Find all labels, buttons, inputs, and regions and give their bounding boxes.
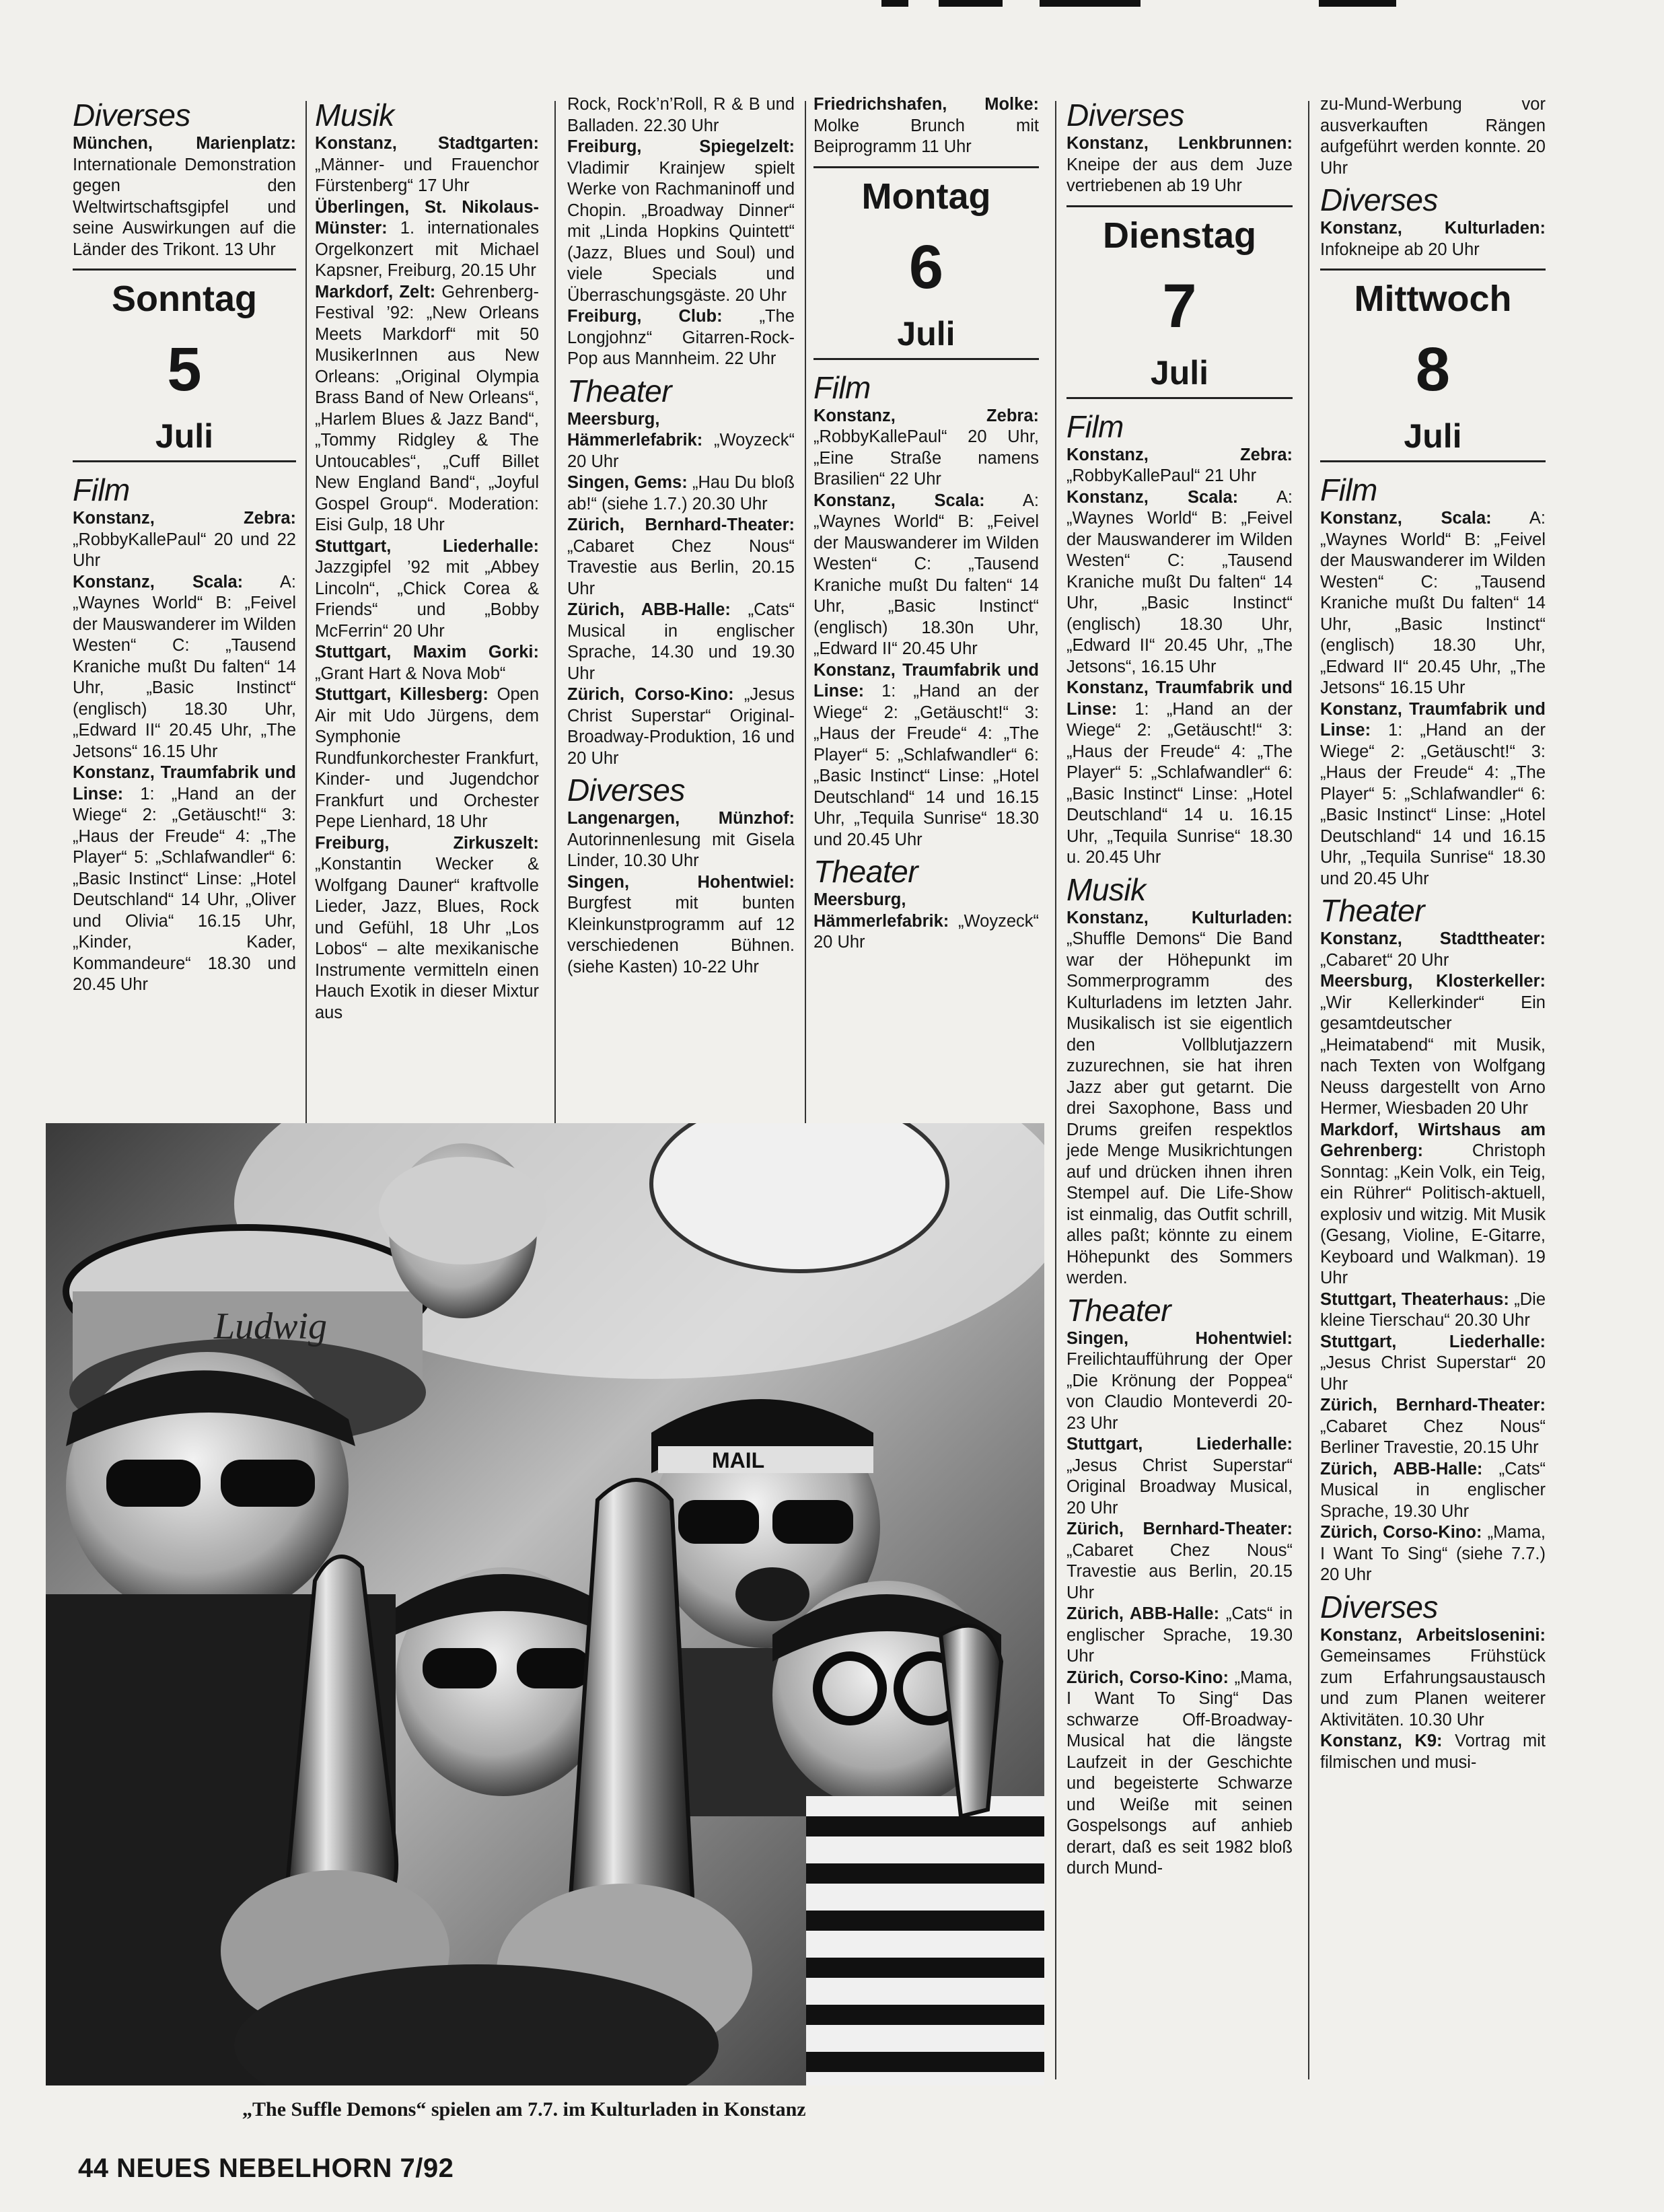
day-month: Juli	[155, 417, 214, 455]
listing-text: „Cabaret Chez Nous“ Berliner Travestie, 20.15 Uhr	[1320, 1417, 1546, 1457]
category-heading: Film	[73, 472, 130, 507]
listing-location: Konstanz, Zebra:	[73, 509, 296, 528]
listing-entry	[1320, 1289, 1546, 1332]
listing-location: Freiburg, Club:	[567, 307, 723, 326]
listing-text: „Jesus Christ Superstar“ Original Broadway Musical, 20 Uhr	[1066, 1456, 1293, 1518]
listing-entry	[1320, 929, 1546, 971]
listing-location: Markdorf, Wirtshaus am Gehrenberg:	[1320, 1120, 1546, 1160]
listing-entry	[315, 642, 539, 684]
listing-text: „Konstantin Wecker & Wolfgang Dauner“ kraftvolle Lieder, Jazz, Blues, Rock und Gefühl, 18 Uhr „Los Lobos“ – alte mexikanische Instrumente vermitteln einen Hauch Exotik in dieser Mixtur aus	[315, 855, 539, 1022]
column-6	[1320, 94, 1546, 1773]
listing-text: 1: „Hand an der Wiege“ 2: „Getäuscht!“ 3: „Haus der Freude“ 4: „The Player“ 5: „Schlafwandler“ 6: „Basic Instinct“ Linse: „Hotel Deutschland“ 14 und 16.15 Uhr, „Tequila Sunrise“ 18.30 und 20.45 Uhr	[1320, 721, 1546, 888]
listing-location: Konstanz, Scala:	[1066, 487, 1239, 507]
listing-text: Autorinnenlesung mit Gisela Linder, 10.30 Uhr	[567, 830, 795, 870]
listing-entry	[1066, 678, 1293, 869]
listing-location: Stuttgart, Maxim Gorki:	[315, 643, 539, 662]
listing-location: Konstanz, Scala:	[73, 572, 244, 592]
listing-location: München, Marienplatz:	[73, 134, 296, 153]
listing-text: Infokneipe ab 20 Uhr	[1320, 240, 1480, 259]
category-heading: Theater	[1320, 893, 1425, 928]
listing-location: Meersburg, Hämmerlefabrik:	[813, 890, 949, 931]
listing-entry	[1320, 94, 1546, 179]
day-rule-top	[73, 269, 296, 271]
listing-location: Stuttgart, Liederhalle:	[1320, 1332, 1546, 1351]
listing-location: Freiburg, Zirkuszelt:	[315, 833, 539, 853]
listing-entry	[315, 684, 539, 833]
category-heading: Diverses	[73, 98, 190, 133]
column-rule-1	[305, 101, 307, 1124]
category-heading: Diverses	[567, 773, 685, 808]
listing-location: Stuttgart, Killesberg:	[315, 685, 489, 704]
day-rule-bottom	[1320, 460, 1546, 462]
listing-entry	[1320, 699, 1546, 890]
listing-entry	[1066, 1328, 1293, 1435]
listing-location: Konstanz, Scala:	[813, 491, 985, 510]
day-name: Sonntag	[112, 279, 257, 319]
listing-entry	[813, 890, 1039, 954]
listing-location: Konstanz, Traumfabrik und Linse:	[73, 763, 296, 804]
listing-text: Jazzgipfel ’92 mit „Abbey Lincoln“, „Chick Corea & Friends“ und „Bobby McFerrin“ 20 Uhr	[315, 558, 539, 641]
listing-entry	[315, 833, 539, 1024]
listing-location: Langenargen, Münzhof:	[567, 809, 795, 828]
listing-entry	[73, 133, 296, 260]
listing-entry	[1066, 908, 1293, 1289]
listing-entry	[315, 536, 539, 643]
category-heading: Film	[1320, 472, 1377, 507]
listing-text: „Männer- und Frauenchor Fürstenberg“ 17 Uhr	[315, 155, 539, 195]
listing-text: „Cats“ in englischer Sprache, 19.30 Uhr	[1066, 1604, 1293, 1666]
category-heading: Diverses	[1066, 98, 1184, 133]
listing-entry	[1066, 1604, 1293, 1668]
listing-entry	[567, 306, 795, 370]
listing-location: Überlingen, St. Nikolaus-Münster:	[315, 197, 539, 238]
listing-entry	[813, 491, 1039, 660]
listing-text: „Grant Hart & Nova Mob“	[315, 664, 506, 683]
listing-text: zu-Mund-Werbung vor ausverkauften Rängen aufgeführt werden konnte. 20 Uhr	[1320, 95, 1546, 178]
listing-location: Konstanz, Traumfabrik und Linse:	[813, 660, 1039, 701]
column-2	[315, 94, 539, 1024]
day-rule-top	[1066, 205, 1293, 207]
listing-text: „Jesus Christ Superstar“ Original-Broadway-Produktion, 16 und 20 Uhr	[567, 685, 795, 768]
listing-entry	[813, 660, 1039, 851]
band-photo	[46, 1123, 1044, 2085]
category-heading: Theater	[567, 373, 672, 408]
listing-entry	[1066, 133, 1293, 197]
listing-entry	[813, 94, 1039, 158]
listing-location: Konstanz, Lenkbrunnen:	[1066, 134, 1293, 153]
listing-location: Stuttgart, Liederhalle:	[1066, 1435, 1293, 1454]
listing-text: A: „Waynes World“ B: „Feivel der Mauswanderer im Wilden Westen“ C: „Tausend Kraniche mußt Du falten“ 14 Uhr, „Basic Instinct“ (englisch) 18.30 Uhr, „Edward II“ 20.45 Uhr, „The Jetsons“ 16.15 Uhr	[73, 572, 296, 761]
listing-location: Zürich, ABB-Halle:	[567, 600, 731, 619]
top-logo-fragment-2	[939, 0, 1003, 7]
listing-location: Konstanz, Zebra:	[1066, 445, 1293, 464]
listing-location: Konstanz, K9:	[1320, 1732, 1443, 1750]
day-month: Juli	[897, 314, 955, 353]
listing-location: Zürich, ABB-Halle:	[1066, 1604, 1220, 1623]
listing-location: Zürich, Corso-Kino:	[1066, 1668, 1229, 1687]
listing-entry	[1320, 1625, 1546, 1732]
listing-location: Singen, Hohentwiel:	[1066, 1328, 1293, 1348]
listing-text: „Wir Kellerkinder“ Ein gesamtdeutscher „Heimatabend“ mit Musik, nach Texten von Wolfgang Neuss dargestellt von Arno Hermer, Wiesbaden 20 Uhr	[1320, 993, 1546, 1118]
listing-text: „Cats“ Musical in englischer Sprache, 14.30 und 19.30 Uhr	[567, 600, 795, 683]
listing-entry	[1320, 1522, 1546, 1586]
listing-entry	[1066, 445, 1293, 487]
listing-text: 1: „Hand an der Wiege“ 2: „Getäuscht!“ 3: „Haus der Freude“ 4: „The Player“ 5: „Schlafwandler“ 6: „Basic Instinct“ Linse: „Hotel Deutschland“ 14 Uhr, „Oliver und Olivia“ 16.15 Uhr, „Kinder, Kader, Kommandeure“ 18.30 und 20.45 Uhr	[73, 784, 296, 994]
listing-entry	[567, 808, 795, 872]
listing-entry	[1320, 1395, 1546, 1459]
day-name: Mittwoch	[1354, 279, 1512, 319]
day-name: Dienstag	[1102, 215, 1257, 256]
listing-location: Konstanz, Stadttheater:	[1320, 929, 1546, 948]
category-heading: Film	[1066, 408, 1124, 444]
listing-entry	[1320, 971, 1546, 1120]
listing-location: Konstanz, Traumfabrik und Linse:	[1320, 699, 1546, 740]
listing-entry	[1320, 1332, 1546, 1396]
column-rule-3	[805, 101, 806, 1124]
listing-entry	[567, 409, 795, 473]
listing-location: Konstanz, Zebra:	[813, 406, 1039, 425]
top-logo-fragment-4	[1319, 0, 1396, 7]
day-rule-top	[813, 166, 1039, 168]
listing-entry	[567, 472, 795, 515]
listing-text: Gemeinsames Frühstück zum Erfahrungsaustausch und zum Planen weiterer Aktivitäten. 10.30 Uhr	[1320, 1647, 1546, 1729]
day-number: 6	[908, 232, 944, 301]
listing-text: A: „Waynes World“ B: „Feivel der Mauswanderer im Wilden Westen“ C: „Tausend Kraniche mußt Du falten“ 14 Uhr, „Basic Instinct“ (englisch) 18.30 Uhr, „Edward II“ 20.45 Uhr, „The Jetsons“, 16.15 Uhr	[1066, 487, 1293, 676]
day-rule-bottom	[1066, 397, 1293, 399]
listing-entry	[73, 762, 296, 996]
listing-text: Kneipe der aus dem Juze vertriebenen ab 19 Uhr	[1066, 155, 1293, 195]
listing-location: Meersburg, Klosterkeller:	[1320, 972, 1546, 991]
column-5	[1066, 94, 1293, 1880]
day-month: Juli	[1404, 417, 1462, 455]
listing-location: Singen, Gems:	[567, 473, 688, 492]
listing-text: 1: „Hand an der Wiege“ 2: „Getäuscht!“ 3: „Haus der Freude“ 4: „The Player“ 5: „Schlafwandler“ 6: „Basic Instinct“ Linse: „Hotel Deutschland“ 14 und 16.15 Uhr, „Tequila Sunrise“ 18.30 und 20.45 Uhr	[813, 682, 1039, 849]
listing-text: Vortrag mit filmischen und musi-	[1320, 1732, 1546, 1772]
day-rule-bottom	[73, 460, 296, 462]
listing-text: 1. internationales Orgelkonzert mit Michael Kapsner, Freiburg, 20.15 Uhr	[315, 219, 539, 280]
listing-text: „Cats“ Musical in englischer Sprache, 19.30 Uhr	[1320, 1459, 1546, 1521]
listing-entry	[1320, 1731, 1546, 1773]
listing-text: „Cabaret Chez Nous“ Travestie aus Berlin, 20.15 Uhr	[1066, 1540, 1293, 1602]
listing-entry	[1320, 218, 1546, 260]
listing-location: Zürich, Corso-Kino:	[1320, 1523, 1482, 1542]
listing-location: Friedrichshafen, Molke:	[813, 95, 1039, 114]
listing-text: Open Air mit Udo Jürgens, dem Symphonie Rundfunkorchester Frankfurt, Kinder- und Jugendchor Frankfurt und Orchester Pepe Lienhard, 18 Uhr	[315, 685, 539, 831]
listing-entry	[1066, 1668, 1293, 1880]
listing-entry	[567, 600, 795, 684]
listing-entry	[1066, 1434, 1293, 1519]
listing-location: Zürich, Corso-Kino:	[567, 685, 734, 704]
listing-text: „Jesus Christ Superstar“ 20 Uhr	[1320, 1353, 1546, 1394]
listing-location: Konstanz, Traumfabrik und Linse:	[1066, 678, 1293, 719]
listing-entry	[567, 515, 795, 600]
day-number: 8	[1415, 335, 1451, 404]
listing-text: „Woyzeck“ 20 Uhr	[567, 431, 795, 471]
column-1	[73, 94, 296, 996]
day-header	[813, 166, 1039, 360]
listing-text: Burgfest mit bunten Kleinkunstprogramm auf 12 verschiedenen Bühnen. (siehe Kasten) 10-22 Uhr	[567, 894, 795, 976]
striped-shirt	[806, 1796, 1044, 2085]
listing-location: Zürich, Bernhard-Theater:	[1320, 1396, 1546, 1415]
category-heading: Diverses	[1320, 182, 1438, 217]
listing-entry	[1320, 1120, 1546, 1289]
category-heading: Musik	[315, 98, 394, 133]
listing-text: Freilichtaufführung der Oper „Die Krönung der Poppea“ von Claudio Monteverdi 20-23 Uhr	[1066, 1350, 1293, 1433]
listing-location: Konstanz, Scala:	[1320, 509, 1492, 528]
day-header	[1066, 205, 1293, 399]
day-header	[1320, 269, 1546, 462]
listing-location: Singen, Hohentwiel:	[567, 872, 795, 892]
listing-entry	[567, 872, 795, 978]
listing-text: „RobbyKallePaul“ 21 Uhr	[1066, 466, 1257, 485]
category-heading: Diverses	[1320, 1589, 1438, 1625]
listing-text: Molke Brunch mit Beiprogramm 11 Uhr	[813, 116, 1039, 156]
listing-location: Konstanz, Kulturladen:	[1066, 908, 1293, 927]
column-rule-4	[1055, 101, 1056, 2079]
listing-text: Vladimir Krainjew spielt Werke von Rachmaninoff und Chopin. „Broadway Dinner“ mit „Linda Hopkins Quintett“ (Jazz, Blues und Soul) und viele Specials und Überraschungsgäste. 20 Uhr	[567, 158, 795, 305]
listing-location: Zürich, Bernhard-Theater:	[567, 515, 795, 534]
listing-entry	[1320, 508, 1546, 699]
day-month: Juli	[1150, 353, 1209, 392]
day-number: 5	[167, 335, 202, 404]
listing-entry	[813, 406, 1039, 491]
listing-text: Gehrenberg-Festival ’92: „New Orleans Meets Markdorf“ mit 50 MusikerInnen aus New Orleans: „Original Olympia Brass Band of New Orleans“, „Harlem Blues & Jazz Band“, „Tommy Ridgley & The Untoucables“, „Cuff Billet New England Band“, „Joyful Gospel Group“. Moderation: Eisi Gulp, 18 Uhr	[315, 282, 540, 534]
listing-entry	[567, 684, 795, 769]
category-heading: Theater	[1066, 1292, 1171, 1328]
column-4	[813, 94, 1039, 954]
listing-text: „Shuffle Demons“ Die Band war der Höhepunkt im Sommerprogramm des Kulturladens im letzten Jahr. Musikalisch ist sie eigentlich den Vollblutjazzern zuzurechnen, sie hat ihren Jazz aber gut getarnt. Die drei Saxophone, Bass und Drums greifen respektlos jede Menge Musikrichtungen auf und drücken ihnen ihren Stempel auf. Die Life-Show ist einmalig, das Outfit schrill, alles paßt; könnte zu einem Höhepunkt des Sommers werden.	[1066, 929, 1293, 1287]
listing-text: „Mama, I Want To Sing“ Das schwarze Off-Broadway-Musical hat die längste Laufzeit in der Geschichte und begeisterte Schwarze und Weiße mit seinen Gospelsongs auf anhieb derart, daß es seit 1982 bloß durch Mund-	[1066, 1668, 1293, 1878]
listing-text: „Woyzeck“ 20 Uhr	[813, 911, 1039, 952]
listing-entry	[315, 282, 539, 536]
listing-location: Zürich, ABB-Halle:	[1320, 1459, 1483, 1478]
top-logo-fragment-3	[1040, 0, 1141, 7]
listing-entry	[1320, 1459, 1546, 1523]
listing-text: „RobbyKallePaul“ 20 und 22 Uhr	[73, 530, 296, 570]
listing-text: Rock, Rock’n’Roll, R & B und Balladen. 22.30 Uhr	[567, 95, 795, 135]
listing-location: Markdorf, Zelt:	[315, 282, 436, 301]
listing-text: „The Longjohnz“ Gitarren-Rock-Pop aus Mannheim. 22 Uhr	[567, 307, 795, 368]
photo-caption: „The Suffle Demons“ spielen am 7.7. im Kulturladen in Konstanz	[242, 2098, 806, 2120]
column-3	[567, 94, 795, 978]
category-heading: Theater	[813, 854, 918, 889]
drum-brand: Ludwig	[214, 1306, 328, 1347]
listing-location: Konstanz, Stadtgarten:	[315, 134, 539, 153]
day-name: Montag	[861, 176, 991, 217]
listing-location: Stuttgart, Liederhalle:	[315, 536, 539, 556]
listing-location: Konstanz, Kulturladen:	[1320, 219, 1546, 238]
page-footer: 44 NEUES NEBELHORN 7/92	[78, 2153, 454, 2183]
listing-entry	[73, 572, 296, 763]
listing-entry	[567, 94, 795, 137]
listing-entry	[567, 137, 795, 306]
day-rule-bottom	[813, 358, 1039, 360]
listing-text: Internationale Demonstration gegen den Weltwirtschaftsgipfel und seine Auswirkungen auf die Länder des Trikont. 13 Uhr	[73, 155, 296, 259]
top-logo-fragment-1	[881, 0, 908, 7]
listing-entry	[1066, 1519, 1293, 1604]
listing-text: „Mama, I Want To Sing“ (siehe 7.7.) 20 Uhr	[1320, 1523, 1546, 1584]
listing-location: Freiburg, Spiegelzelt:	[567, 137, 795, 156]
listing-text: „Die kleine Tierschau“ 20.30 Uhr	[1320, 1289, 1546, 1330]
listing-text: „Cabaret“ 20 Uhr	[1320, 950, 1449, 970]
listing-text: „Hau Du bloß ab!“ (siehe 1.7.) 20.30 Uhr	[567, 473, 795, 513]
listing-text: A: „Waynes World“ B: „Feivel der Mauswanderer im Wilden Westen“ C: „Tausend Kraniche mußt Du falten“ 14 Uhr, „Basic Instinct“ (englisch) 18.30n Uhr, „Edward II“ 20.45 Uhr	[813, 491, 1039, 658]
listing-location: Konstanz, Arbeitslosenini:	[1320, 1625, 1546, 1645]
category-heading: Film	[813, 369, 871, 405]
listing-text: „Cabaret Chez Nous“ Travestie aus Berlin, 20.15 Uhr	[567, 536, 795, 598]
column-rule-2	[554, 101, 556, 1124]
listing-text: 1: „Hand an der Wiege“ 2: „Getäuscht!“ 3: „Haus der Freude“ 4: „The Player“ 5: „Schlafwandler“ 6: „Basic Instinct“ Linse: „Hotel Deutschland“ 14 u. 16.15 Uhr, „Tequila Sunrise“ 18.30 u. 20.45 Uhr	[1066, 699, 1293, 867]
day-number: 7	[1162, 271, 1197, 341]
listing-entry	[1066, 487, 1293, 678]
listing-location: Meersburg, Hämmerlefabrik:	[567, 409, 703, 450]
listing-text: „RobbyKallePaul“ 20 Uhr, „Eine Straße namens Brasilien“ 22 Uhr	[813, 427, 1039, 489]
listing-entry	[73, 508, 296, 572]
listing-location: Zürich, Bernhard-Theater:	[1066, 1520, 1293, 1538]
listing-entry	[315, 133, 539, 197]
cap-text: MAIL	[712, 1448, 765, 1472]
listing-text: A: „Waynes World“ B: „Feivel der Mauswanderer im Wilden Westen“ C: „Tausend Kraniche mußt Du falten“ 14 Uhr, „Basic Instinct“ (englisch) 18.30 Uhr, „Edward II“ 20.45 Uhr, „The Jetsons“ 16.15 Uhr	[1320, 509, 1546, 697]
listing-entry	[315, 197, 539, 282]
category-heading: Musik	[1066, 871, 1146, 907]
day-header	[73, 269, 296, 462]
day-rule-top	[1320, 269, 1546, 271]
listing-text: Christoph Sonntag: „Kein Volk, ein Teig, ein Rührer“ Politisch-aktuell, explosiv und witzig. Mit Musik (Gesang, Violine, E-Gitarre, Keyboard und Walkman). 19 Uhr	[1320, 1141, 1546, 1287]
column-rule-5	[1308, 101, 1309, 2079]
listing-location: Stuttgart, Theaterhaus:	[1320, 1289, 1509, 1309]
